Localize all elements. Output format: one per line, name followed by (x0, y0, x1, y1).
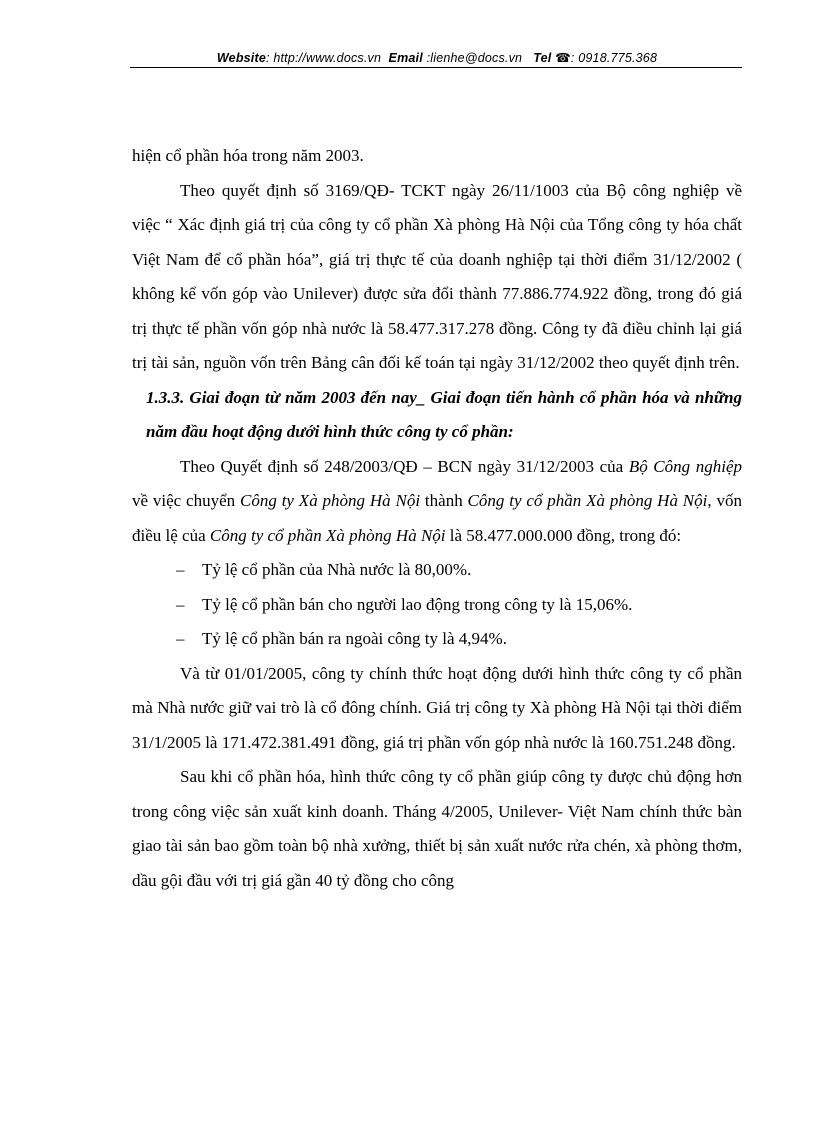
document-body (132, 139, 742, 898)
list-item-text: Tỷ lệ cổ phần của Nhà nước là 80,00%. (202, 560, 472, 579)
dash-marker: – (176, 594, 185, 614)
list-item (132, 588, 742, 623)
paragraph-5: Sau khi cổ phần hóa, hình thức công ty cổ phần giúp công ty được chủ động hơn trong công việc sản xuất kinh doanh. Tháng 4/2005, Unilever- Việt Nam chính thức bàn giao tài sản bao gồm toàn bộ nhà xưởng, thiết bị sản xuất nước rửa chén, xà phòng thơm, dầu gội đầu với trị giá gần 40 tỷ đồng cho công (132, 767, 742, 890)
list-item-text: Tỷ lệ cổ phần bán cho người lao động trong công ty là 15,06%. (202, 594, 633, 614)
tel-label: Tel (533, 51, 552, 65)
p3-italic-jsc-2: Công ty cổ phần Xà phòng Hà Nội (209, 525, 446, 545)
website-value[interactable]: : http://www.docs.vn (266, 51, 382, 65)
dash-marker: – (176, 560, 185, 579)
list-item-text: Tỷ lệ cổ phần bán ra ngoài công ty là 4,94%. (202, 629, 507, 648)
p3-text-e: thành (420, 491, 468, 510)
p3-italic-company: Công ty Xà phòng Hà Nội (240, 491, 421, 510)
dash-marker: – (176, 629, 185, 648)
header-divider (130, 67, 742, 68)
p3-text-c: về việc chuyển (132, 491, 240, 510)
p3-text-a: Theo Quyết định số 248/2003/QĐ – BCN ngày 31/12/2003 của (180, 456, 629, 476)
p3-italic-jsc: Công ty cổ phần Xà phòng Hà Nội (467, 491, 708, 510)
paragraph-1: hiện cổ phần hóa trong năm 2003. (132, 146, 364, 165)
p3-text-i: là 58.477.000.000 đồng, trong đó: (445, 525, 682, 545)
email-label: Email (388, 51, 423, 65)
page-header (132, 50, 742, 65)
list-item (132, 553, 742, 588)
website-label: Website (216, 51, 266, 65)
tel-value: : 0918.775.368 (570, 51, 658, 65)
paragraph-4: Và từ 01/01/2005, công ty chính thức hoạt động dưới hình thức công ty cổ phần mà Nhà nước giữ vai trò là cổ đông chính. Giá trị công ty Xà phòng Hà Nội tại thời điểm 31/1/2005 là 171.472.381.491 đồng, giá trị phần vốn góp nhà nước là 160.751.248 đồng. (132, 663, 742, 752)
email-value[interactable]: :lienhe@docs.vn (426, 51, 523, 65)
phone-icon: ☎ (555, 51, 571, 65)
p3-italic-ministry: Bộ Công nghiệp (628, 456, 742, 476)
section-heading: 1.3.3. Giai đoạn từ năm 2003 đến nay_ Giai đoạn tiến hành cổ phần hóa và những năm đầu hoạt động dưới hình thức công ty cổ phần: (146, 387, 742, 441)
paragraph-2: Theo quyết định số 3169/QĐ- TCKT ngày 26/11/1003 của Bộ công nghiệp về việc “ Xác định giá trị của công ty cổ phần Xà phòng Hà Nội của Tổng công ty hóa chất Việt Nam để cổ phần hóa”, giá trị thực tế của doanh nghiệp tại thời điểm 31/12/2002 ( không kể vốn góp vào Unilever) được sửa đổi thành 77.886.774.922 đồng, trong đó giá trị thực tế phần vốn góp nhà nước là 58.477.317.278 đồng. Công ty đã điều chỉnh lại giá trị tài sản, nguồn vốn trên Bảng cân đối kế toán tại ngày 31/12/2002 theo quyết định trên. (132, 180, 742, 372)
paragraph-3 (132, 450, 742, 554)
list-item (132, 622, 742, 657)
p3-text-g: , vốn điều lệ của (132, 491, 742, 545)
